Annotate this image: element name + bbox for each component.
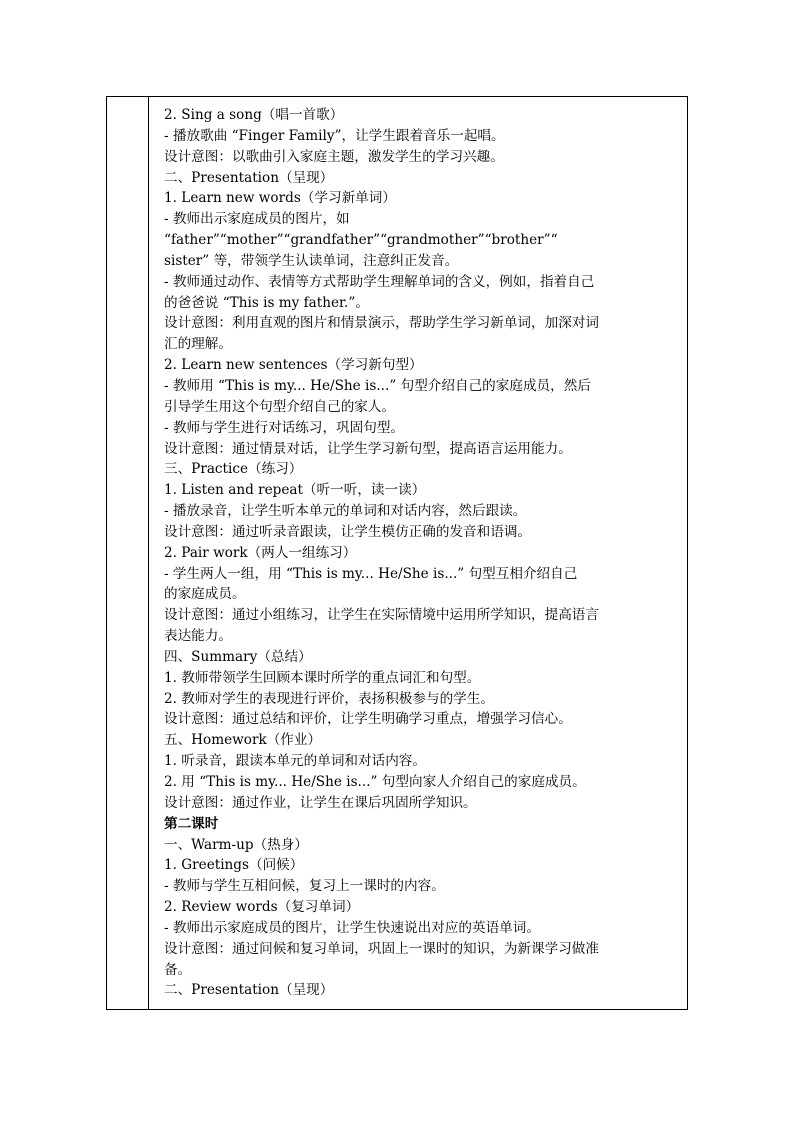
design-intent: 设计意图：通过情景对话，让学生学习新句型，提高语言运用能力。 xyxy=(164,440,572,457)
design-intent: 备。 xyxy=(164,961,192,978)
step-text: 引导学生用这个句型介绍自己的家人。 xyxy=(164,398,396,415)
step-text: - 教师出示家庭成员的图片，如 xyxy=(164,211,350,228)
section-heading-presentation-2: 二、Presentation（呈现） xyxy=(164,982,334,999)
section-item-greetings: 1. Greetings（问候） xyxy=(164,857,304,874)
section-item-learn-words: 1. Learn new words（学习新单词） xyxy=(164,190,396,207)
step-text: - 教师用 “This is my... He/She is...” 句型介绍自己的家庭成员，然后 xyxy=(164,377,591,394)
lesson-two-heading: 第二课时 xyxy=(164,815,219,832)
step-text: - 教师通过动作、表情等方式帮助学生理解单词的含义，例如，指着自己 xyxy=(164,273,595,290)
design-intent: 设计意图：通过问候和复习单词，巩固上一课时的知识，为新课学习做准 xyxy=(164,940,599,957)
section-heading-warm-up: 一、Warm-up（热身） xyxy=(164,836,308,853)
step-text: - 教师与学生进行对话练习，巩固句型。 xyxy=(164,419,405,436)
step-text: - 教师出示家庭成员的图片，让学生快速说出对应的英语单词。 xyxy=(164,919,540,936)
step-text: 的爸爸说 “This is my father.”。 xyxy=(164,294,369,311)
step-text: - 播放录音，让学生听本单元的单词和对话内容，然后跟读。 xyxy=(164,503,527,520)
section-item-learn-sentences: 2. Learn new sentences（学习新句型） xyxy=(164,357,423,374)
step-text: 1. 听录音，跟读本单元的单词和对话内容。 xyxy=(164,753,426,770)
step-text: 2. 用 “This is my... He/She is...” 句型向家人介绍自己的家庭成员。 xyxy=(164,774,586,790)
step-text: - 播放歌曲 “Finger Family”，让学生跟着音乐一起唱。 xyxy=(164,127,505,144)
step-text: - 学生两人一组，用 “This is my... He/She is...” 句型互相介绍自己 xyxy=(164,565,578,582)
section-item-review-words: 2. Review words（复习单词） xyxy=(164,899,360,916)
design-intent: 表达能力。 xyxy=(164,628,232,645)
design-intent: 设计意图：利用直观的图片和情景演示，帮助学生学习新单词，加深对词 xyxy=(164,315,599,332)
design-intent: 设计意图：以歌曲引入家庭主题，激发学生的学习兴趣。 xyxy=(164,148,504,165)
step-text: 2. 教师对学生的表现进行评价，表扬积极参与的学生。 xyxy=(164,690,494,707)
lesson-plan-table xyxy=(106,96,688,1010)
section-item-listen-repeat: 1. Listen and repeat（听一听，读一读） xyxy=(164,482,426,499)
step-text: sister” 等，带领学生认读单词，注意纠正发音。 xyxy=(164,252,459,269)
left-column-cell xyxy=(107,97,149,1009)
step-text: “father”“mother”“grandfather”“grandmother”“brother”“ xyxy=(164,232,558,249)
design-intent: 设计意图：通过听录音跟读，让学生模仿正确的发音和语调。 xyxy=(164,523,532,540)
section-item-pair-work: 2. Pair work（两人一组练习） xyxy=(164,544,357,561)
design-intent: 设计意图：通过小组练习，让学生在实际情境中运用所学知识，提高语言 xyxy=(164,607,599,624)
design-intent: 设计意图：通过作业，让学生在课后巩固所学知识。 xyxy=(164,794,477,811)
section-item-sing-song: 2. Sing a song（唱一首歌） xyxy=(164,107,344,123)
section-heading-practice: 三、Practice（练习） xyxy=(164,461,303,478)
section-heading-summary: 四、Summary（总结） xyxy=(164,648,312,665)
design-intent: 设计意图：通过总结和评价，让学生明确学习重点，增强学习信心。 xyxy=(164,711,572,728)
section-heading-homework: 五、Homework（作业） xyxy=(164,732,322,749)
step-text: 的家庭成员。 xyxy=(164,586,246,603)
section-heading-presentation: 二、Presentation（呈现） xyxy=(164,169,334,186)
lesson-content xyxy=(164,105,679,1001)
design-intent: 汇的理解。 xyxy=(164,336,232,353)
step-text: - 教师与学生互相问候，复习上一课时的内容。 xyxy=(164,878,445,895)
step-text: 1. 教师带领学生回顾本课时所学的重点词汇和句型。 xyxy=(164,669,481,686)
